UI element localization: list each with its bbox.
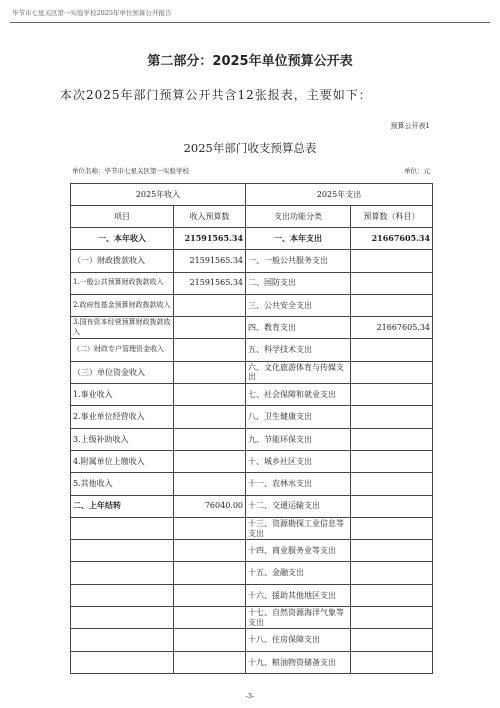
income-amount (174, 473, 246, 495)
income-group-header: 2025年收入 (71, 184, 246, 206)
expense-amount (351, 562, 433, 584)
income-amount (174, 584, 246, 606)
expense-amount (351, 584, 433, 606)
income-amount (174, 294, 246, 316)
col-header-expense-amount: 预算数（科目） (351, 206, 433, 228)
table-row (71, 540, 433, 562)
expense-amount (351, 629, 433, 651)
income-item: 3.国有资本经营预算财政拨款收入 (71, 317, 174, 339)
table-row (71, 250, 433, 272)
income-item: 2.事业单位经营收入 (71, 406, 174, 428)
expense-function: 十二、交通运输支出 (246, 495, 351, 517)
expense-amount: 21667605.34 (351, 228, 433, 250)
col-header-item: 项目 (71, 206, 174, 228)
income-amount (174, 562, 246, 584)
expense-amount (351, 406, 433, 428)
expense-function: 一、本年支出 (246, 228, 351, 250)
table-row (71, 406, 433, 428)
table-row (71, 584, 433, 606)
expense-amount (351, 428, 433, 450)
table-row (71, 228, 433, 250)
unit-of-measure: 单位：元 (404, 167, 430, 175)
table-column-header-row (71, 206, 433, 228)
expense-function: 四、教育支出 (246, 317, 351, 339)
table-row (71, 562, 433, 584)
expense-function: 五、科学技术支出 (246, 339, 351, 361)
table-group-header-row (71, 184, 433, 206)
expense-function: 六、文化旅游体育与传媒支出 (246, 361, 351, 383)
income-amount: 76040.00 (174, 495, 246, 517)
section-title: 第二部分：2025年单位预算公开表 (147, 54, 353, 69)
income-amount (174, 406, 246, 428)
expense-function: 七、社会保障和就业支出 (246, 384, 351, 406)
table-row (71, 384, 433, 406)
table-row (71, 607, 433, 629)
table-row (71, 272, 433, 294)
income-amount (174, 317, 246, 339)
income-amount (174, 629, 246, 651)
expense-amount (351, 361, 433, 383)
expense-amount (351, 607, 433, 629)
income-item: 一、本年收入 (71, 228, 174, 250)
income-item: （一）财政拨款收入 (71, 250, 174, 272)
expense-amount (351, 294, 433, 316)
income-item: 4.附属单位上缴收入 (71, 450, 174, 472)
col-header-income-amount: 收入预算数 (174, 206, 246, 228)
table-row (71, 317, 433, 339)
income-amount (174, 339, 246, 361)
expense-amount (351, 384, 433, 406)
budget-table (70, 183, 433, 674)
header-rule (10, 22, 490, 23)
income-item (71, 584, 174, 606)
table-row (71, 651, 433, 673)
expense-function: 十四、商业服务业等支出 (246, 540, 351, 562)
table-title: 2025年部门收支预算总表 (183, 141, 317, 155)
income-item (71, 651, 174, 673)
unit-name: 单位名称：毕节市七星关区第一实验学校 (72, 167, 189, 175)
income-item: 1.一般公共预算财政拨款收入 (71, 272, 174, 294)
expense-function: 十九、粮油物资储备支出 (246, 651, 351, 673)
expense-function: 十、城乡社区支出 (246, 450, 351, 472)
expense-group-header: 2025年支出 (246, 184, 433, 206)
income-amount: 21591565.34 (174, 272, 246, 294)
expense-function: 十五、金融支出 (246, 562, 351, 584)
expense-amount: 21667605.34 (351, 317, 433, 339)
expense-amount (351, 473, 433, 495)
expense-function: 一、一般公共服务支出 (246, 250, 351, 272)
income-item: 3.上级补助收入 (71, 428, 174, 450)
expense-function: 十七、自然资源海洋气象等支出 (246, 607, 351, 629)
table-row (71, 495, 433, 517)
income-amount (174, 651, 246, 673)
income-item: 1.事业收入 (71, 384, 174, 406)
income-item (71, 629, 174, 651)
expense-amount (351, 339, 433, 361)
income-amount (174, 517, 246, 539)
income-item: 2.政府性基金预算财政拨款收入 (71, 294, 174, 316)
income-amount (174, 384, 246, 406)
income-item: 二、上年结转 (71, 495, 174, 517)
col-header-function: 支出功能分类 (246, 206, 351, 228)
table-row (71, 473, 433, 495)
income-amount: 21591565.34 (174, 228, 246, 250)
expense-amount (351, 540, 433, 562)
income-amount (174, 540, 246, 562)
income-amount: 21591565.34 (174, 250, 246, 272)
table-row (71, 629, 433, 651)
table-row (71, 361, 433, 383)
expense-amount (351, 495, 433, 517)
expense-amount (351, 250, 433, 272)
expense-amount (351, 651, 433, 673)
income-amount (174, 607, 246, 629)
income-item: 5.其他收入 (71, 473, 174, 495)
table-row (71, 517, 433, 539)
expense-function: 十三、资源勘探工业信息等支出 (246, 517, 351, 539)
income-amount (174, 361, 246, 383)
income-item (71, 607, 174, 629)
expense-function: 十六、援助其他地区支出 (246, 584, 351, 606)
table-row (71, 294, 433, 316)
unit-row (72, 166, 430, 175)
income-amount (174, 428, 246, 450)
running-header: 毕节市七星关区第一实验学校2025年单位预算公开报告 (12, 9, 172, 17)
expense-function: 八、卫生健康支出 (246, 406, 351, 428)
expense-amount (351, 517, 433, 539)
expense-amount (351, 450, 433, 472)
income-item: （三）单位资金收入 (71, 361, 174, 383)
expense-function: 三、公共安全支出 (246, 294, 351, 316)
table-row (71, 428, 433, 450)
expense-function: 十一、农林水支出 (246, 473, 351, 495)
table-row (71, 450, 433, 472)
table-row (71, 339, 433, 361)
expense-function: 九、节能环保支出 (246, 428, 351, 450)
income-item (71, 517, 174, 539)
income-item (71, 540, 174, 562)
page-number: -3- (245, 692, 255, 700)
income-item: （二）财政专户管理资金收入 (71, 339, 174, 361)
expense-function: 十八、住房保障支出 (246, 629, 351, 651)
expense-amount (351, 272, 433, 294)
expense-function: 二、国防支出 (246, 272, 351, 294)
table-number: 预算公开表1 (390, 122, 430, 130)
income-amount (174, 450, 246, 472)
income-item (71, 562, 174, 584)
intro-paragraph: 本次2025年部门预算公开共含12张报表，主要如下： (60, 88, 372, 102)
